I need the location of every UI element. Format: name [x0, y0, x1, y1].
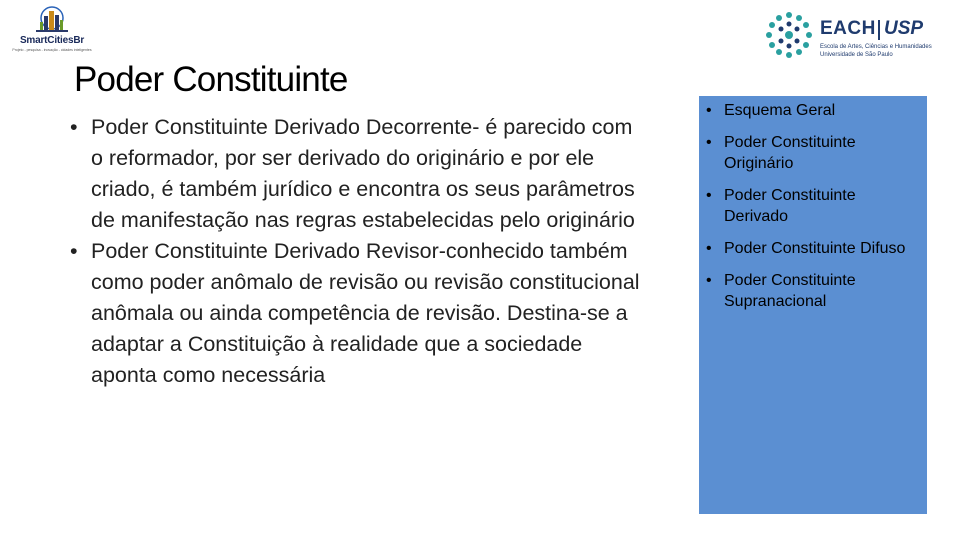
- each-emblem-icon: [764, 10, 814, 60]
- each-usp-logo: [760, 8, 950, 64]
- main-bullet-item: [70, 112, 650, 236]
- usp-name: USP: [884, 18, 924, 39]
- outline-item: [706, 238, 921, 259]
- main-bullet-text: Poder Constituinte Derivado Decorrente- é parecido com o reformador, por ser derivado do originário e por ele criado, é também jurídico e encontra os seus parâmetros de manifestação nas regras estabelecidas pelo originário: [91, 115, 635, 232]
- outline-item: [706, 270, 921, 312]
- logo-separator: [878, 20, 880, 40]
- main-bullet-text: Poder Constituinte Derivado Revisor-conhecido também como poder anômalo de revisão ou revisão constitucional anômala ou ainda competência de revisão. Destina-se a adaptar a Constituição à realidade que a sociedade aponta como necessária: [91, 239, 640, 387]
- smartcities-logo: [10, 4, 94, 52]
- slide-title: Poder Constituinte: [74, 60, 348, 99]
- each-subtitle-university: Universidade de São Paulo: [820, 52, 893, 58]
- bullet-icon: •: [706, 187, 712, 204]
- bullet-icon: •: [706, 134, 712, 151]
- smartcities-brand: SmartCitiesBr: [19, 35, 85, 46]
- outline-list: [706, 100, 921, 323]
- outline-item: [706, 132, 921, 174]
- each-subtitle-school: Escola de Artes, Ciências e Humanidades: [820, 44, 932, 50]
- outline-item-label: Poder Constituinte Derivado: [724, 187, 856, 225]
- bullet-icon: •: [706, 102, 712, 119]
- bullet-icon: •: [70, 115, 78, 139]
- outline-item-label: Esquema Geral: [724, 102, 836, 119]
- smartcities-tagline: Projeto - pesquisa - inovação - cidades inteligentes: [12, 48, 92, 52]
- outline-item: [706, 100, 921, 121]
- outline-item-label: Poder Constituinte Difuso: [724, 240, 906, 257]
- city-skyline-icon: [32, 6, 72, 36]
- bullet-icon: •: [706, 240, 712, 257]
- each-name: EACH: [820, 18, 876, 39]
- outline-panel: [699, 96, 927, 514]
- main-bullet-list: [70, 112, 650, 391]
- bullet-icon: •: [70, 239, 78, 263]
- bullet-icon: •: [706, 272, 712, 289]
- outline-item-label: Poder Constituinte Originário: [724, 134, 856, 172]
- outline-item-label: Poder Constituinte Supranacional: [724, 272, 856, 310]
- outline-item: [706, 185, 921, 227]
- main-bullet-item: [70, 236, 650, 391]
